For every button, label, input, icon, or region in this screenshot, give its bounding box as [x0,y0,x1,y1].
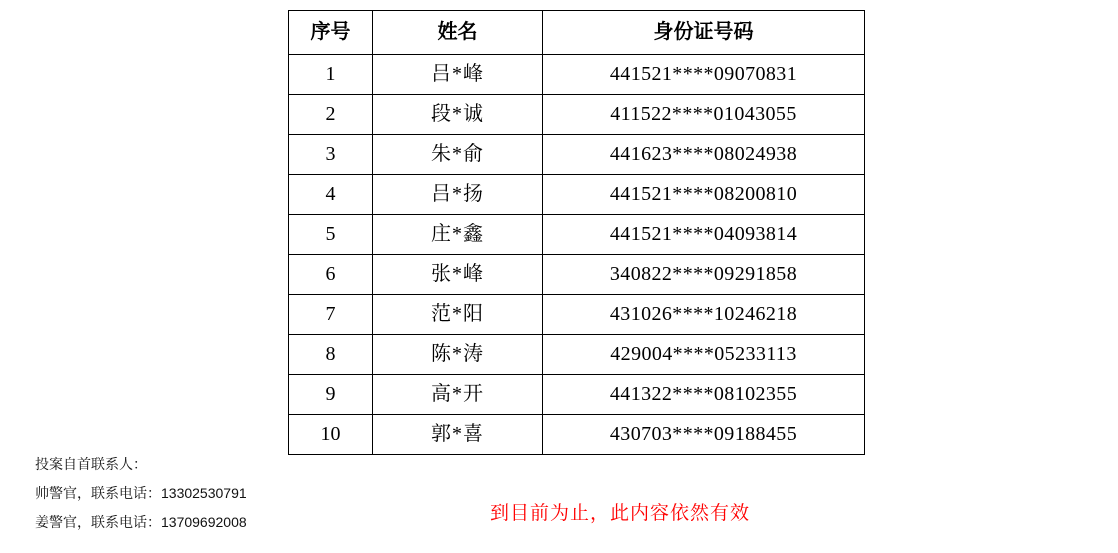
id-table-container [288,10,865,455]
cell-name: 范*阳 [373,295,543,335]
cell-id: 429004****05233113 [543,335,865,375]
contact-block [35,450,247,537]
cell-id: 441521****04093814 [543,215,865,255]
table-body [289,55,865,455]
table-header [289,11,865,55]
cell-id: 340822****09291858 [543,255,865,295]
cell-name: 吕*峰 [373,55,543,95]
id-table [288,10,865,455]
table-row [289,375,865,415]
cell-seq: 9 [289,375,373,415]
cell-seq: 5 [289,215,373,255]
column-header-id: 身份证号码 [543,11,865,55]
cell-seq: 6 [289,255,373,295]
cell-seq: 1 [289,55,373,95]
table-row [289,415,865,455]
cell-name: 庄*鑫 [373,215,543,255]
contact-line-shuai: 帅警官，联系电话：13302530791 [35,485,247,501]
cell-name: 郭*喜 [373,415,543,455]
cell-name: 吕*扬 [373,175,543,215]
cell-name: 陈*涛 [373,335,543,375]
column-header-name: 姓名 [373,11,543,55]
contact-title: 投案自首联系人： [35,456,147,472]
cell-id: 441322****08102355 [543,375,865,415]
cell-name: 段*诚 [373,95,543,135]
cell-id: 441623****08024938 [543,135,865,175]
cell-id: 411522****01043055 [543,95,865,135]
cell-seq: 8 [289,335,373,375]
validity-notice: 到目前为止，此内容依然有效 [490,503,751,524]
table-row [289,95,865,135]
cell-name: 朱*俞 [373,135,543,175]
table-row [289,215,865,255]
table-row [289,255,865,295]
cell-id: 430703****09188455 [543,415,865,455]
contact-line-jiang: 姜警官，联系电话：13709692008 [35,514,247,530]
table-header-row [289,11,865,55]
cell-seq: 2 [289,95,373,135]
cell-seq: 3 [289,135,373,175]
cell-id: 441521****09070831 [543,55,865,95]
cell-name: 高*开 [373,375,543,415]
table-row [289,135,865,175]
cell-id: 441521****08200810 [543,175,865,215]
cell-seq: 10 [289,415,373,455]
table-row [289,175,865,215]
table-row [289,335,865,375]
cell-seq: 4 [289,175,373,215]
table-row [289,295,865,335]
cell-seq: 7 [289,295,373,335]
cell-name: 张*峰 [373,255,543,295]
cell-id: 431026****10246218 [543,295,865,335]
column-header-seq: 序号 [289,11,373,55]
table-row [289,55,865,95]
